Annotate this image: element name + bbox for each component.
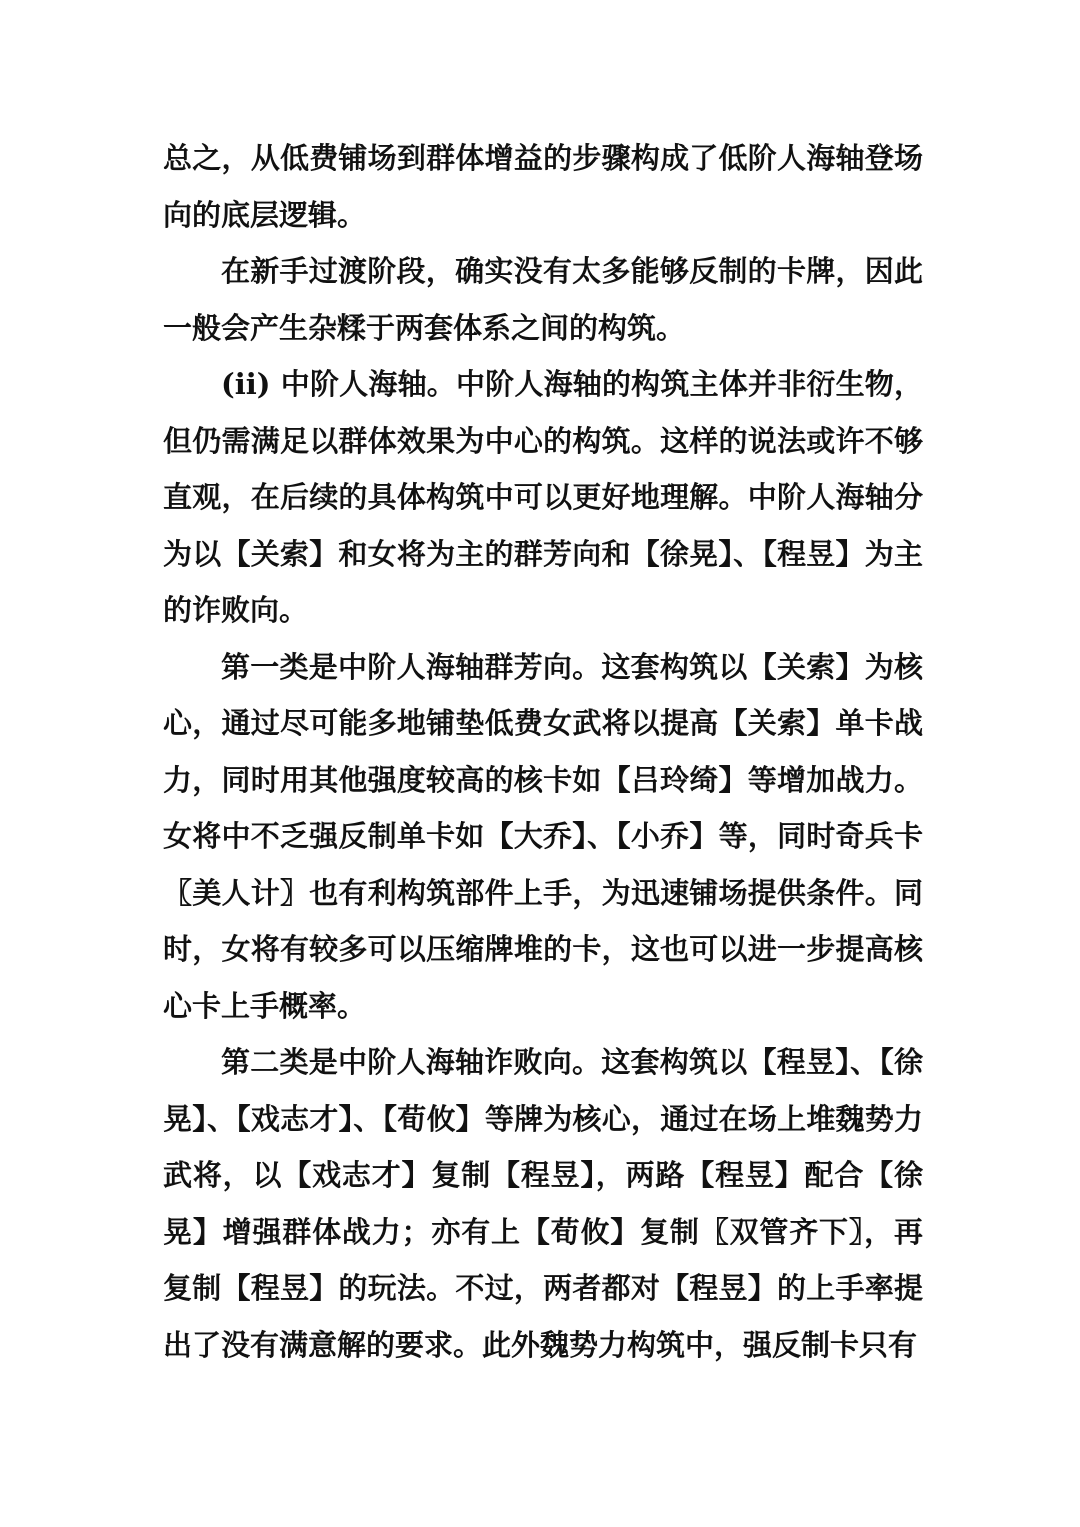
paragraph-type-two: 第二类是中阶人海轴诈败向。这套构筑以【程昱】、【徐晃】、【戏志才】、【荀攸】等牌为核心，通过在场上堆魏势力武将，以【戏志才】复制【程昱】，两路【程昱】配合【徐晃】增强群体战力；亦有上【荀攸】复制〖双管齐下〗，再复制【程昱】的玩法。不过，两者都对【程昱】的上手率提出了没有满意解的要求。此外魏势力构筑中，强反制卡只有 bbox=[163, 1045, 923, 1362]
document-body bbox=[163, 130, 923, 1373]
paragraph-summary: 总之，从低费铺场到群体增益的步骤构成了低阶人海轴登场向的底层逻辑。 bbox=[163, 141, 923, 232]
paragraph-type-one: 第一类是中阶人海轴群芳向。这套构筑以【关索】为核心，通过尽可能多地铺垫低费女武将以提高【关索】单卡战力，同时用其他强度较高的核卡如【吕玲绮】等增加战力。女将中不乏强反制单卡如【大乔】、【小乔】等，同时奇兵卡〖美人计〗也有利构筑部件上手，为迅速铺场提供条件。同时，女将有较多可以压缩牌堆的卡，这也可以进一步提高核心卡上手概率。 bbox=[163, 649, 923, 1023]
paragraph-mid-tier-intro: (ii) 中阶人海轴。中阶人海轴的构筑主体并非衍生物，但仍需满足以群体效果为中心的构筑。这样的说法或许不够直观，在后续的具体构筑中可以更好地理解。中阶人海轴分为以【关索】和女将为主的群芳向和【徐晃】、【程昱】为主的诈败向。 bbox=[163, 367, 923, 627]
paragraph-novice-stage: 在新手过渡阶段，确实没有太多能够反制的卡牌，因此一般会产生杂糅于两套体系之间的构筑。 bbox=[163, 254, 923, 345]
